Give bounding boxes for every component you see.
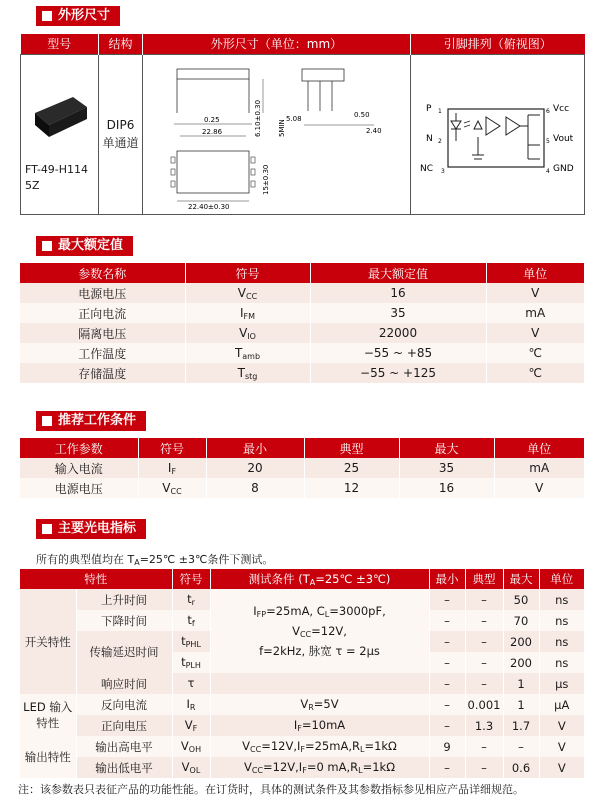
- pin-num-5: 5: [545, 137, 550, 145]
- square-icon: [42, 416, 52, 426]
- table-row: 隔离电压 $V_{IO}$ 22000 V: [20, 323, 584, 343]
- model-cell: [21, 54, 99, 214]
- header-model: 型号: [21, 34, 99, 54]
- structure-cell: DIP6 单通道: [99, 54, 143, 214]
- dim-508: 5.08: [285, 114, 302, 123]
- dim-025: 0.25: [203, 115, 220, 124]
- max-ratings-table: [20, 263, 584, 383]
- pin-num-1: 1: [437, 107, 442, 115]
- outline-drawing: [144, 55, 410, 211]
- header-max: 最大: [399, 438, 494, 458]
- header-pinout: 引脚排列（俯视图）: [411, 34, 585, 54]
- pin-label-gnd: GND: [552, 163, 574, 174]
- header-outline: 外形尺寸（单位：mm）: [143, 34, 411, 54]
- dimension-table: [20, 34, 585, 215]
- switch-test-condition: $I_{FP}=25mA$, $C_L=3000pF$, $V_{CC}=12V$, f=2kHz, 脉宽 τ = 2μs: [210, 589, 429, 673]
- section-title-max-ratings: 最大额定值: [36, 236, 133, 256]
- table-row: 电源电压 $V_{CC}$ 8 12 16 V: [20, 478, 584, 498]
- dim-2240: 22.40±0.30: [187, 202, 229, 211]
- table-row: $t_{PLH}$ – – 200 ns: [20, 652, 584, 673]
- pin-label-n: N: [425, 133, 433, 144]
- model-name: FT-49-H114 5Z: [25, 162, 89, 192]
- table-row: LED 输入特性 反向电流 $I_R$ $V_R=5V$ – 0.001 1 μA: [20, 694, 584, 715]
- group-switch: 开关特性: [20, 589, 76, 694]
- pin-label-p: P: [425, 103, 431, 114]
- dim-5min: 5MIN: [277, 118, 286, 137]
- square-icon: [42, 241, 52, 251]
- pin-num-6: 6: [545, 107, 550, 115]
- table-row: 传输延迟时间 $t_{PHL}$ – – 200 ns: [20, 631, 584, 652]
- pin-num-4: 4: [545, 167, 550, 175]
- header-min: 最小: [429, 569, 465, 589]
- section-title-electrical: 主要光电指标: [36, 519, 146, 539]
- section-title-recommended: 推荐工作条件: [36, 411, 146, 431]
- header-typ: 典型: [304, 438, 399, 458]
- dim-610: 6.10±0.30: [253, 99, 262, 137]
- table-row: 正向电流 $I_{FM}$ 35 mA: [20, 303, 584, 323]
- header-structure: 结构: [99, 34, 143, 54]
- chip-photo: [25, 55, 95, 165]
- electrical-table: [20, 569, 584, 778]
- square-icon: [42, 11, 52, 21]
- pin-num-2: 2: [437, 137, 442, 145]
- table-row: 下降时间 $t_f$ – – 70 ns: [20, 610, 584, 631]
- header-min: 最小: [206, 438, 304, 458]
- pin-label-vcc: Vcc: [552, 103, 569, 114]
- header-characteristic: 特性: [20, 569, 172, 589]
- square-icon: [42, 524, 52, 534]
- header-unit: 单位: [494, 438, 584, 458]
- table-row: 输出特性 输出高电平 $V_{OH}$ $V_{CC}=12V,I_F=25mA,R_L=1k\Omega$ 9 – – V: [20, 736, 584, 757]
- dim-240: 2.40: [365, 126, 382, 135]
- pin-num-3: 3: [440, 167, 445, 175]
- table-row: 正向电压 $V_F$ $I_F=10mA$ – 1.3 1.7 V: [20, 715, 584, 736]
- table-row: 工作温度 $T_{amb}$ −55 ~ +85 ℃: [20, 343, 584, 363]
- footnote: 注：该参数表只表征产品的功能性能。在订货时，具体的测试条件及其参数指标参见相应产品详细规范。: [18, 783, 524, 796]
- header-max: 最大: [503, 569, 539, 589]
- pinout-diagram: [412, 55, 584, 211]
- header-max-value: 最大额定值: [310, 263, 486, 283]
- group-led: LED 输入特性: [20, 694, 76, 736]
- table-row: 电源电压 $V_{CC}$ 16 V: [20, 283, 584, 303]
- table-row: 响应时间 τ – – 1 μs: [20, 673, 584, 694]
- dim-2286: 22.86: [201, 127, 222, 136]
- table-row: 开关特性 上升时间 $t_r$ $I_{FP}=25mA$, $C_L=3000pF$, $V_{CC}=12V$, f=2kHz, 脉宽 τ = 2μs – – 50 ns: [20, 589, 584, 610]
- header-symbol: 符号: [138, 438, 206, 458]
- recommended-table: [20, 438, 584, 498]
- pin-label-nc: NC: [419, 163, 433, 174]
- test-condition-note: 所有的典型值均在 $T_A=25℃$ ±3℃条件下测试。: [36, 553, 274, 567]
- header-unit: 单位: [486, 263, 584, 283]
- table-row: 输出低电平 $V_{OL}$ $V_{CC}=12V,I_F=0$ $mA,R_L=1k\Omega$ – – 0.6 V: [20, 757, 584, 778]
- pin-label-vout: Vout: [552, 133, 573, 144]
- header-work-param: 工作参数: [20, 438, 138, 458]
- outline-drawing-cell: [143, 54, 411, 214]
- header-param-name: 参数名称: [20, 263, 185, 283]
- group-output: 输出特性: [20, 736, 76, 778]
- table-row: 输入电流 $I_F$ 20 25 35 mA: [20, 458, 584, 478]
- dim-050: 0.50: [353, 110, 370, 119]
- dim-1520: 15±0.30: [261, 164, 270, 195]
- table-row: 存储温度 $T_{stg}$ −55 ~ +125 ℃: [20, 363, 584, 383]
- section-title-dimensions: 外形尺寸: [36, 6, 120, 26]
- header-typ: 典型: [465, 569, 503, 589]
- pinout-cell: [411, 54, 585, 214]
- header-unit: 单位: [539, 569, 584, 589]
- header-symbol: 符号: [185, 263, 310, 283]
- header-test-condition: 测试条件 ($T_A=25℃$ ±3℃): [210, 569, 429, 589]
- header-symbol: 符号: [172, 569, 210, 589]
